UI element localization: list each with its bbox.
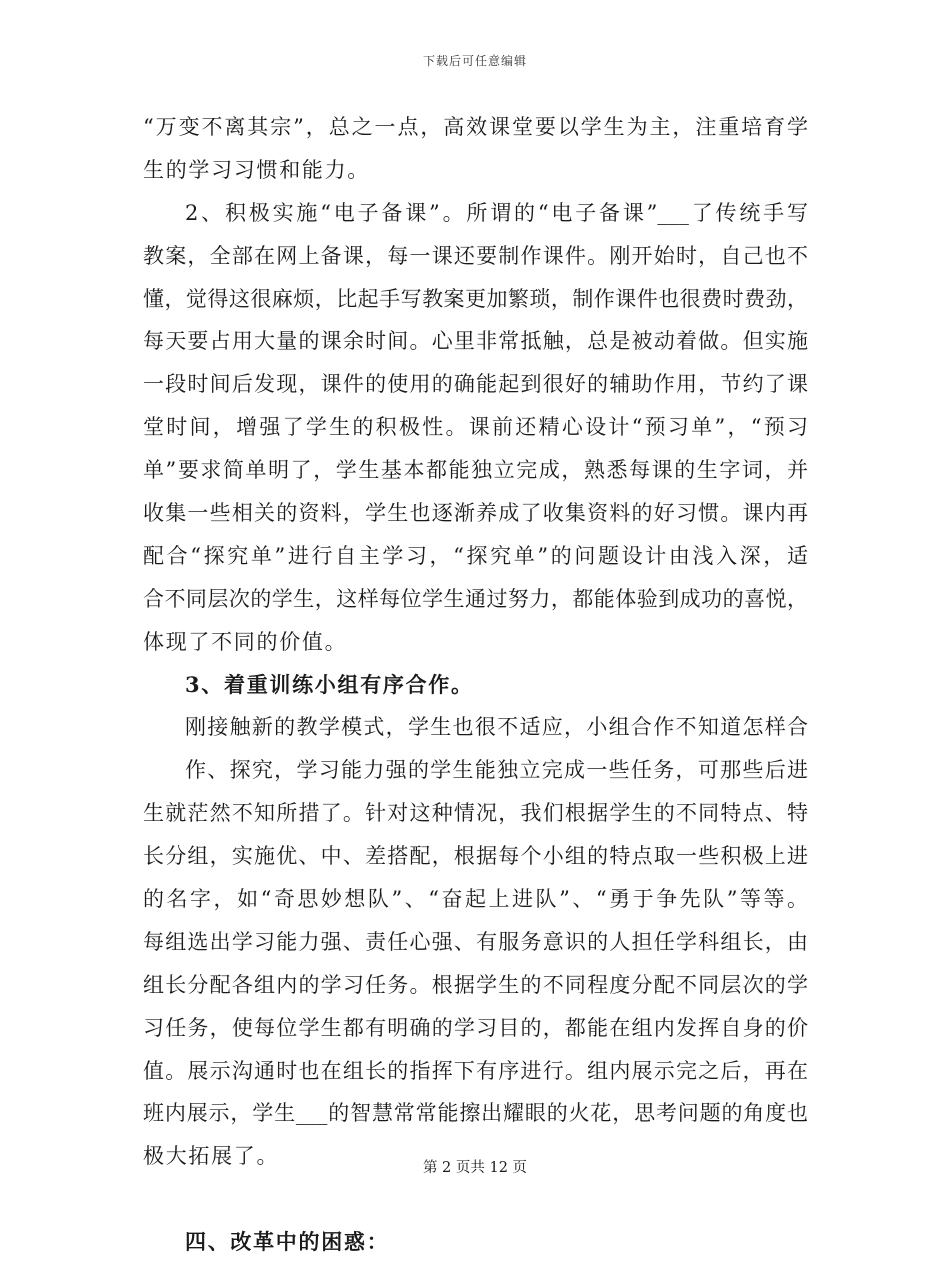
paragraph-line: 值。展示沟通时也在组长的指挥下有序进行。组内展示完之后，再在	[143, 1058, 808, 1083]
document-body	[143, 106, 808, 1264]
paragraph-line: 体现了不同的价值。	[143, 629, 348, 654]
paragraph-line: 懂，觉得这很麻烦，比起手写教案更加繁琐，制作课件也很费时费劲，	[143, 286, 808, 311]
paragraph-line: 刚接触新的教学模式，学生也很不适应，小组合作不知道怎样合	[185, 715, 808, 740]
paragraph-line: 单”要求简单明了，学生基本都能独立完成，熟悉每课的生字词，并	[143, 458, 808, 483]
paragraph-line: 教案，全部在网上备课，每一课还要制作课件。刚开始时，自己也不	[143, 243, 808, 268]
paragraph-line: 堂时间，增强了学生的积极性。课前还精心设计“预习单”，“预习	[143, 415, 808, 440]
paragraph-line: 每天要占用大量的课余时间。心里非常抵触，总是被动着做。但实施	[143, 329, 808, 354]
paragraph-line: 生就茫然不知所措了。针对这种情况，我们根据学生的不同特点、特	[143, 801, 808, 826]
paragraph-line: 习任务，使每位学生都有明确的学习目的，都能在组内发挥自身的价	[143, 1015, 808, 1040]
paragraph-line: 生的学习习惯和能力。	[143, 157, 370, 182]
paragraph-line: 一段时间后发现，课件的使用的确能起到很好的辅助作用，节约了课	[143, 372, 808, 397]
paragraph-line: 合不同层次的学生，这样每位学生通过努力，都能体验到成功的喜悦，	[143, 586, 808, 611]
paragraph-line: 配合“探究单”进行自主学习，“探究单”的问题设计由浅入深，适	[143, 543, 808, 568]
section-heading: 3、着重训练小组有序合作。	[185, 671, 474, 697]
paragraph-line: 2、积极实施“电子备课”。所谓的“电子备课”___了传统手写	[185, 200, 808, 225]
blank-line	[143, 1178, 808, 1221]
paragraph-line: 收集一些相关的资料，学生也逐渐养成了收集资料的好习惯。课内再	[143, 501, 808, 526]
paragraph-line: 的名字，如“奇思妙想队”、“奋起上进队”、“勇于争先队”等等。	[143, 887, 808, 912]
paragraph-line: 班内展示，学生___的智慧常常能擦出耀眼的火花，思考问题的角度也	[143, 1101, 808, 1126]
paragraph-line: “万变不离其宗”，总之一点，高效课堂要以学生为主，注重培育学	[143, 115, 808, 139]
paragraph-line: 作、探究，学习能力强的学生能独立完成一些任务，可那些后进	[185, 758, 808, 783]
paragraph-line: 每组选出学习能力强、责任心强、有服务意识的人担任学科组长，由	[143, 929, 808, 954]
paragraph-line: 极大拓展了。	[143, 1144, 280, 1169]
section-heading: 四、改革中的困惑：	[185, 1229, 390, 1255]
page-number: 第 2 页共 12 页	[422, 1160, 528, 1176]
paragraph-line: 组长分配各组内的学习任务。根据学生的不同程度分配不同层次的学	[143, 972, 808, 997]
paragraph-line: 长分组，实施优、中、差搭配，根据每个小组的特点取一些积极上进	[143, 844, 808, 869]
page-header: 下载后可任意编辑	[422, 54, 527, 68]
